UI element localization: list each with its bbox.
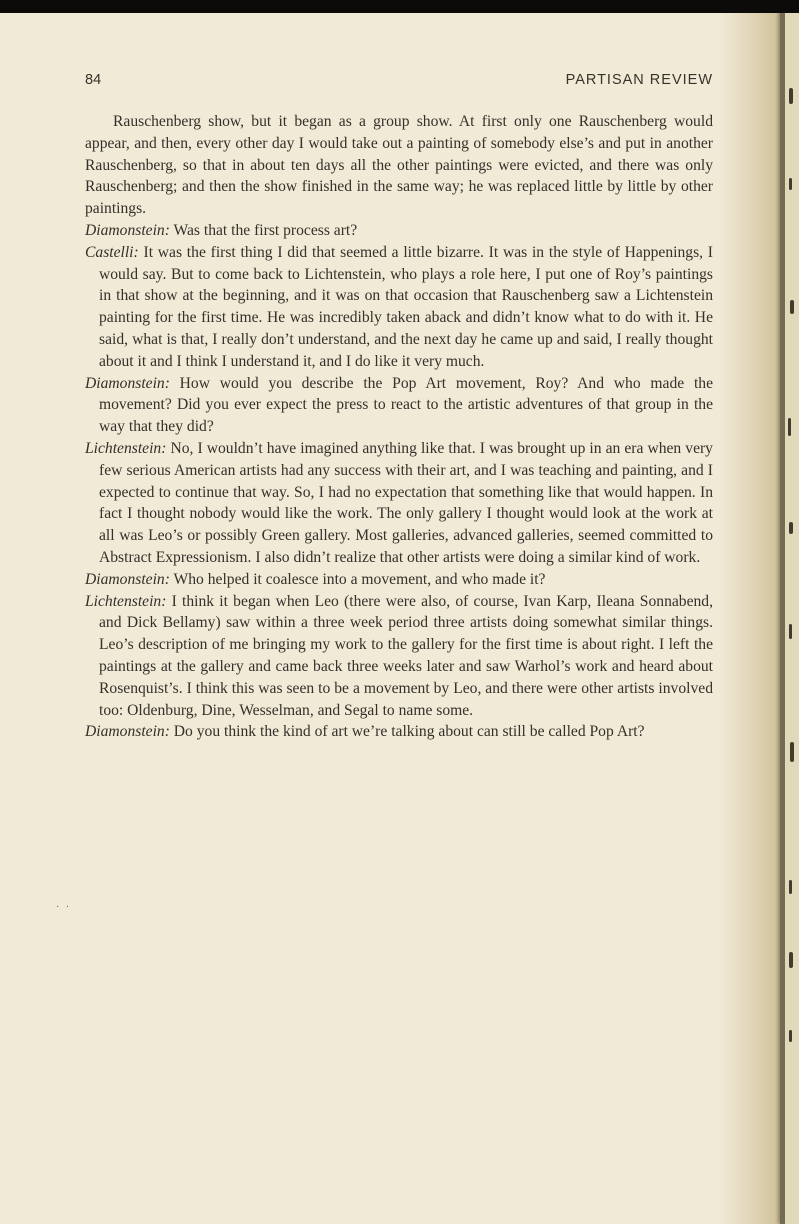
- paragraph-text: How would you describe the Pop Art movement, Roy? And who made the movement? Did you ever expect the press to react to the artistic adventures of that group in the way that they did?: [99, 374, 713, 436]
- scan-artifact-mark: [789, 880, 792, 894]
- scan-artifact-mark: [789, 1030, 792, 1042]
- scan-artifact-mark: [789, 952, 793, 968]
- paragraph-diamonstein-1: [85, 220, 713, 242]
- paragraph-continuation: [85, 111, 713, 220]
- paragraph-text: Do you think the kind of art we’re talking about can still be called Pop Art?: [173, 723, 645, 741]
- scan-artifact-mark: [789, 178, 792, 190]
- paragraph-diamonstein-3: [85, 569, 713, 591]
- paragraph-lichtenstein-1: [85, 438, 713, 569]
- text-block: [85, 111, 713, 743]
- speaker-name: Lichtenstein:: [85, 592, 167, 610]
- paragraph-diamonstein-2: [85, 373, 713, 438]
- paragraph-lichtenstein-2: [85, 591, 713, 722]
- speaker-name: Diamonstein:: [85, 374, 170, 392]
- scan-top-band: [0, 0, 799, 13]
- page-number: 84: [85, 72, 102, 88]
- page-gutter-shade: [719, 0, 781, 1224]
- journal-title: PARTISAN REVIEW: [565, 72, 713, 88]
- paragraph-text: Rauschenberg show, but it began as a group show. At first only one Rauschenberg would appear, and then, every other day I would take out a painting of somebody else’s and put in another Rauschenberg, so that in about ten days all the other paintings were evicted, and there was only Rauschenberg; and then the show finished in the same way; he was replaced little by little by other paintings.: [85, 113, 713, 218]
- paragraph-castelli: [85, 242, 713, 373]
- paragraph-text: Who helped it coalesce into a movement, and who made it?: [173, 570, 546, 588]
- speaker-name: Diamonstein:: [85, 570, 170, 588]
- scan-artifact-mark: [790, 300, 794, 314]
- page-header: [85, 72, 713, 88]
- speaker-name: Lichtenstein:: [85, 439, 167, 457]
- paragraph-text: It was the first thing I did that seemed a little bizarre. It was in the style of Happenings, I would say. But to come back to Lichtenstein, who plays a role here, I put one of Roy’s paintings in that show at the beginning, and it was on that occasion that Rauschenberg saw a Lichtenstein painting for the first time. He was incredibly taken aback and didn’t know what to do with it. He said, what is that, I really don’t understand, and the next day he came up and said, I really thought about it and I think I understand it, and I do like it very much.: [99, 243, 713, 370]
- paragraph-diamonstein-4: [85, 721, 713, 743]
- scan-bed-strip: [785, 0, 799, 1224]
- scan-artifact-mark: [789, 88, 793, 104]
- scan-artifact-dots: · ·: [56, 902, 72, 913]
- speaker-name: Castelli:: [85, 243, 139, 261]
- speaker-name: Diamonstein:: [85, 221, 170, 239]
- paragraph-text: Was that the first process art?: [173, 221, 358, 239]
- scan-artifact-mark: [788, 418, 791, 436]
- scan-artifact-mark: [790, 742, 794, 762]
- paragraph-text: I think it began when Leo (there were also, of course, Ivan Karp, Ileana Sonnabend, and Dick Bellamy) saw within a three week period three artists doing somewhat similar things. Leo’s description of me bringing my work to the gallery for the first time is about right. I left the paintings at the gallery and came back three weeks later and saw Warhol’s work and heard about Rosenquist’s. I think this was seen to be a movement by Leo, and there were other artists involved too: Oldenburg, Dine, Wesselman, and Segal to name some.: [99, 592, 714, 719]
- scan-artifact-mark: [789, 624, 792, 639]
- paragraph-text: No, I wouldn’t have imagined anything like that. I was brought up in an era when very few serious American artists had any success with their art, and I was teaching and painting, and I expected to continue that way. So, I had no expectation that something like that would happen. In fact I thought nobody would like the work. The only gallery I thought would look at the work at all was Leo’s or possibly Green gallery. Most galleries, advanced galleries, seemed committed to Abstract Expressionism. I also didn’t realize that other artists were doing a similar kind of work.: [99, 439, 713, 566]
- speaker-name: Diamonstein:: [85, 723, 170, 741]
- scan-artifact-mark: [789, 522, 793, 534]
